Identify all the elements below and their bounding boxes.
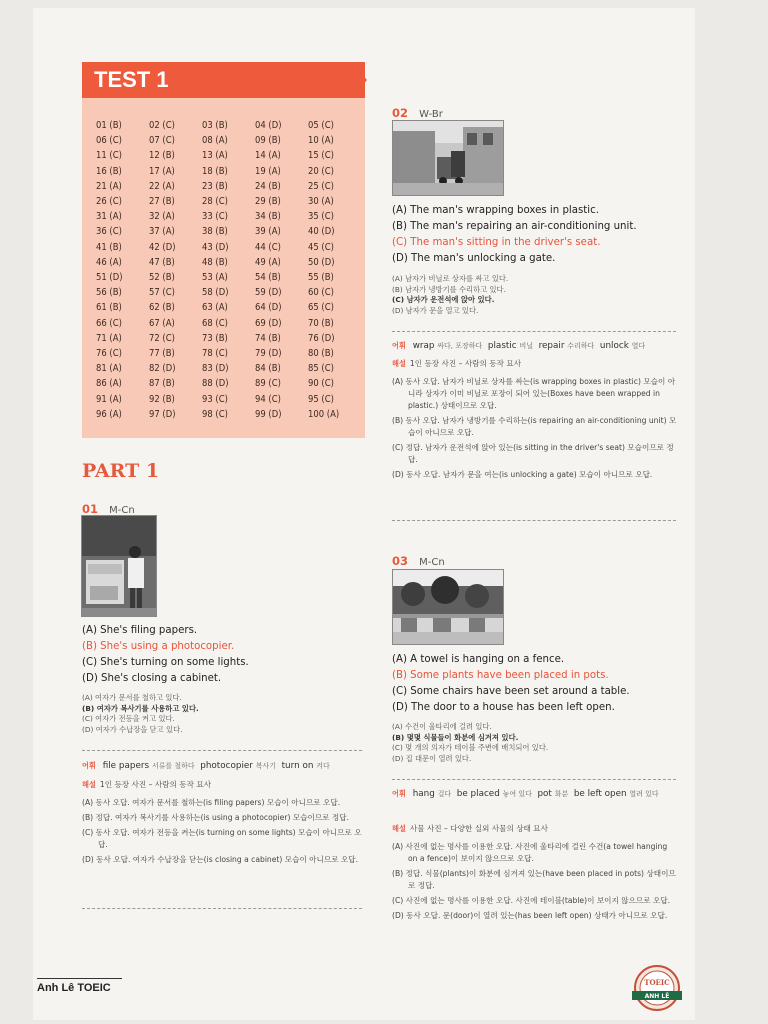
option-d: (D) She's closing a cabinet. [82,673,222,684]
answer-cell: 67 (A) [149,317,175,329]
footer-brand: Anh Lê TOEIC [37,982,111,994]
vocab-meaning: 싸다, 포장하다 [437,342,483,350]
vocab-meaning: 켜다 [316,762,330,770]
answer-cell: 82 (D) [149,363,176,375]
vocab-term: wrap [412,341,435,351]
answer-cell: 77 (B) [149,348,175,360]
option-a: (A) She's filing papers. [82,625,198,636]
speaker-label: W-Br [419,109,443,120]
answer-cell: 62 (B) [149,302,175,314]
answer-options-01 [82,623,249,687]
explain-type: 1인 등장 사진 – 사람의 동작 묘사 [99,780,212,789]
answer-cell: 39 (A) [255,226,281,238]
answer-cell: 31 (A) [96,211,122,223]
answer-cell: 92 (B) [149,393,175,405]
option-a: (A) The man's wrapping boxes in plastic. [392,205,599,216]
kr-option-a: (A) 수건이 울타리에 걸려 있다. [392,722,492,731]
explain-c: (C) 사진에 없는 명사를 이용한 오답. 사진에 테이블(table)이 보이지 않으므로 오답. [392,896,671,905]
korean-options-02 [392,274,508,316]
logo-text-top: TOEIC [644,978,670,987]
explain-a: (A) 동사 오답. 남자가 비닐로 상자를 싸는(is wrapping boxes in plastic) 모습이 아니라 상자가 이미 비닐로 포장이 되어 있는(Boxes have been wrapped in plastic.) 상태이므로 오답. [392,377,676,410]
photocopier-photo [82,516,156,616]
answer-cell: 45 (C) [308,241,334,253]
vocab-term: hang [412,789,435,799]
answer-cell: 60 (C) [308,287,334,299]
answer-cell: 40 (D) [308,226,335,238]
answer-cell: 56 (B) [96,287,122,299]
kr-option-d: (D) 남자가 문을 열고 있다. [392,305,479,315]
answer-cell: 70 (B) [308,317,334,329]
answer-cell: 26 (C) [96,196,122,208]
footer-rule [37,978,122,979]
answer-cell: 22 (A) [149,180,175,192]
answer-cell: 74 (B) [255,332,281,344]
explain-a: (A) 사진에 없는 명사를 이용한 오답. 사진에 울타리에 걸린 수건(a towel hanging on a fence)이 보이지 않으므로 오답. [392,842,668,863]
answer-cell: 95 (C) [308,393,334,405]
answer-cell: 76 (D) [308,332,335,344]
vocab-term: file papers [102,761,150,771]
explain-tag: 해설 [392,824,406,833]
explain-b: (B) 정답. 여자가 복사기를 사용하는(is using a photocopier) 모습이므로 정답. [82,813,350,822]
option-a: (A) A towel is hanging on a fence. [392,654,565,665]
vocab-01 [82,760,362,772]
option-c: (C) Some chairs have been set around a table. [392,686,630,697]
explain-tag: 해설 [82,780,96,789]
answer-cell: 36 (C) [96,226,122,238]
answer-cell: 47 (B) [149,256,175,268]
answer-cell: 19 (A) [255,165,281,177]
answer-cell: 97 (D) [149,408,176,420]
answer-cell: 33 (C) [202,211,228,223]
answer-cell: 23 (B) [202,180,228,192]
answer-cell: 85 (C) [308,363,334,375]
answer-cell: 50 (D) [308,256,335,268]
option-d: (D) The man's unlocking a gate. [392,253,556,264]
explain-type: 1인 등장 사진 – 사람의 동작 묘사 [409,359,522,368]
answer-cell: 43 (D) [202,241,229,253]
vocab-meaning: 열려 있다 [629,790,659,798]
vocab-meaning: 열다 [631,342,646,350]
logo-text-bottom: ANH LÊ [644,993,670,1000]
vocab-tag: 어휘 [392,789,406,798]
vocab-meaning: 걸다 [437,790,452,798]
answer-cell: 16 (B) [96,165,122,177]
explain-tag: 해설 [392,359,406,368]
photo-03 [392,569,504,645]
answer-cell: 78 (C) [202,348,228,360]
vocab-term: repair [538,341,565,351]
vocab-term: unlock [599,341,629,351]
answer-cell: 57 (C) [149,287,175,299]
answer-cell: 28 (C) [202,196,228,208]
explain-b: (B) 정답. 식물(plants)이 화분에 심겨져 있는(have been placed in pots) 상태이므로 정답. [392,869,676,890]
explain-b: (B) 동사 오답. 남자가 냉방기를 수리하는(is repairing an air-conditioning unit) 모습이 아니므로 오답. [392,416,677,437]
answer-cell: 58 (D) [202,287,229,299]
option-b-correct: (B) Some plants have been placed in pots. [392,670,609,681]
vocab-term: photocopier [200,761,253,771]
answer-cell: 05 (C) [308,120,334,131]
answer-cell: 44 (C) [255,241,281,253]
vocab-term: turn on [281,761,314,771]
question-header-02 [392,102,443,121]
answer-cell: 90 (C) [308,378,334,390]
answer-cell: 100 (A) [308,408,340,420]
vocab-tag: 어휘 [82,761,96,770]
answer-cell: 17 (A) [149,165,175,177]
answer-cell: 63 (A) [202,302,228,314]
answer-cell: 55 (B) [308,272,334,284]
vocab-meaning: 화분 [554,790,569,798]
vocab-meaning: 서류를 철하다 [151,762,195,770]
explanation-01 [82,779,364,869]
answer-cell: 29 (B) [255,196,281,208]
divider [82,750,362,751]
answer-cell: 41 (B) [96,241,122,253]
divider [392,331,676,332]
answer-cell: 10 (A) [308,135,334,147]
explain-d: (D) 동사 오답. 남자가 문을 여는(is unlocking a gate) 모습이 아니므로 오답. [392,470,653,479]
explain-c: (C) 정답. 남자가 운전석에 앉아 있는(is sitting in the driver's seat) 모습이므로 정답. [392,443,674,464]
test-title: TEST 1 [82,62,365,98]
answer-cell: 35 (C) [308,211,334,223]
explain-d: (D) 동사 오답. 문(door)이 열려 있는(has been left open) 상태가 아니므로 오답. [392,911,668,920]
vocab-meaning: 수리하다 [567,342,595,350]
divider [392,520,676,521]
kr-option-c: (C) 몇 개의 의자가 테이블 주변에 배치되어 있다. [392,743,549,753]
kr-option-c: (C) 여자가 전등을 켜고 있다. [82,714,175,724]
answer-cell: 52 (B) [149,272,175,284]
kr-option-b: (B) 남자가 냉방기를 수리하고 있다. [392,284,506,294]
vocab-term: be placed [456,789,500,799]
answer-cell: 66 (C) [96,317,122,329]
answer-cell: 71 (A) [96,332,122,344]
answer-cell: 76 (C) [96,348,122,360]
kr-option-b: (B) 여자가 복사기를 사용하고 있다. [82,703,199,713]
answer-cell: 04 (D) [255,120,282,131]
answer-cell: 64 (D) [255,302,282,314]
answer-cell: 68 (C) [202,317,228,329]
answer-cell: 37 (A) [149,226,175,238]
explain-c: (C) 동사 오답. 여자가 전등을 켜는(is turning on some lights) 모습이 아니므로 오답. [82,828,362,849]
kr-option-d: (D) 집 대문이 열려 있다. [392,753,472,763]
answer-cell: 86 (A) [96,378,122,390]
answer-cell: 34 (B) [255,211,281,223]
korean-options-03 [392,722,548,764]
explanation-02 [392,358,678,484]
answer-cell: 30 (A) [308,196,334,208]
speaker-label: M-Cn [109,505,135,516]
answer-cell: 72 (C) [149,332,175,344]
answer-cell: 49 (A) [255,256,281,268]
question-header-03 [392,550,445,569]
speaker-label: M-Cn [419,557,445,568]
answer-options-02 [392,203,637,267]
answer-cell: 24 (B) [255,180,281,192]
answer-cell: 03 (B) [202,120,228,131]
answer-cell: 99 (D) [255,408,282,420]
answer-cell: 88 (D) [202,378,229,390]
option-b: (B) The man's repairing an air-conditioning unit. [392,221,637,232]
answer-cell: 69 (D) [255,317,282,329]
answer-cell: 25 (C) [308,180,334,192]
answer-cell: 87 (B) [149,378,175,390]
brand-logo-icon [628,963,686,1013]
kr-option-a: (A) 남자가 비닐로 상자를 싸고 있다. [392,274,509,283]
vocab-meaning: 놓여 있다 [502,790,532,798]
answer-grid [96,118,361,422]
vocab-02 [392,340,682,352]
kr-option-a: (A) 여자가 문서를 철하고 있다. [82,693,182,702]
answer-cell: 83 (D) [202,363,229,375]
answer-cell: 14 (A) [255,150,281,162]
answer-cell: 21 (A) [96,180,122,192]
answer-cell: 98 (C) [202,408,228,420]
vocab-meaning: 복사기 [255,762,277,770]
vocab-03 [392,788,682,800]
explain-type: 사물 사진 – 다양한 실외 사물의 상태 묘사 [409,824,548,833]
vocab-meaning: 비닐 [519,342,533,350]
answer-cell: 48 (B) [202,256,228,268]
option-d: (D) The door to a house has been left open. [392,702,615,713]
answer-cell: 27 (B) [149,196,175,208]
answer-cell: 91 (A) [96,393,122,405]
photo-02 [392,120,504,196]
answer-cell: 38 (B) [202,226,228,238]
garden-photo [393,570,503,644]
answer-cell: 42 (D) [149,241,176,253]
divider [82,908,362,909]
answer-cell: 07 (C) [149,135,175,147]
kr-option-c: (C) 남자가 운전석에 앉아 있다. [392,295,495,305]
option-c: (C) She's turning on some lights. [82,657,249,668]
answer-cell: 54 (B) [255,272,281,284]
explain-d: (D) 동사 오답. 여자가 수납장을 닫는(is closing a cabinet) 모습이 아니므로 오답. [82,855,359,864]
explanation-03 [392,823,678,925]
explain-a: (A) 동사 오답. 여자가 문서를 철하는(is filing papers) 모습이 아니므로 오답. [82,798,341,807]
answer-key-panel [82,98,365,438]
answer-cell: 81 (A) [96,363,122,375]
answer-cell: 11 (C) [96,150,122,162]
answer-cell: 73 (B) [202,332,228,344]
answer-cell: 65 (C) [308,302,334,314]
answer-cell: 02 (C) [149,120,175,131]
answer-cell: 09 (B) [255,135,281,147]
answer-cell: 46 (A) [96,256,122,268]
korean-options-01 [82,693,199,735]
kr-option-d: (D) 여자가 수납장을 닫고 있다. [82,724,183,734]
answer-cell: 80 (B) [308,348,334,360]
kr-option-b: (B) 몇몇 식물들이 화분에 심겨져 있다. [392,732,519,742]
answer-cell: 84 (B) [255,363,281,375]
vocab-term: be left open [573,789,627,799]
answer-cell: 93 (C) [202,393,228,405]
vocab-term: pot [537,789,552,799]
answer-cell: 08 (A) [202,135,228,147]
question-number: 02 [392,106,409,120]
forklift-photo [393,121,503,195]
answer-cell: 51 (D) [96,272,123,284]
vocab-tag: 어휘 [392,341,406,350]
question-number: 01 [82,502,99,516]
answer-cell: 01 (B) [96,120,122,131]
answer-cell: 13 (A) [202,150,228,162]
question-number: 03 [392,554,409,568]
answer-cell: 18 (B) [202,165,228,177]
option-b-correct: (B) She's using a photocopier. [82,641,235,652]
answer-cell: 79 (D) [255,348,282,360]
answer-cell: 53 (A) [202,272,228,284]
answer-cell: 20 (C) [308,165,334,177]
answer-cell: 94 (C) [255,393,281,405]
answer-cell: 32 (A) [149,211,175,223]
photo-01 [81,515,157,617]
vocab-term: plastic [487,341,517,351]
answer-cell: 59 (D) [255,287,282,299]
divider [392,779,676,780]
answer-cell: 61 (B) [96,302,122,314]
answer-cell: 06 (C) [96,135,122,147]
answer-cell: 89 (C) [255,378,281,390]
answer-cell: 12 (B) [149,150,175,162]
answer-cell: 96 (A) [96,408,122,420]
answer-options-03 [392,652,630,716]
answer-cell: 15 (C) [308,150,334,162]
option-c-correct: (C) The man's sitting in the driver's seat. [392,237,601,248]
part-title: PART 1 [82,460,160,482]
